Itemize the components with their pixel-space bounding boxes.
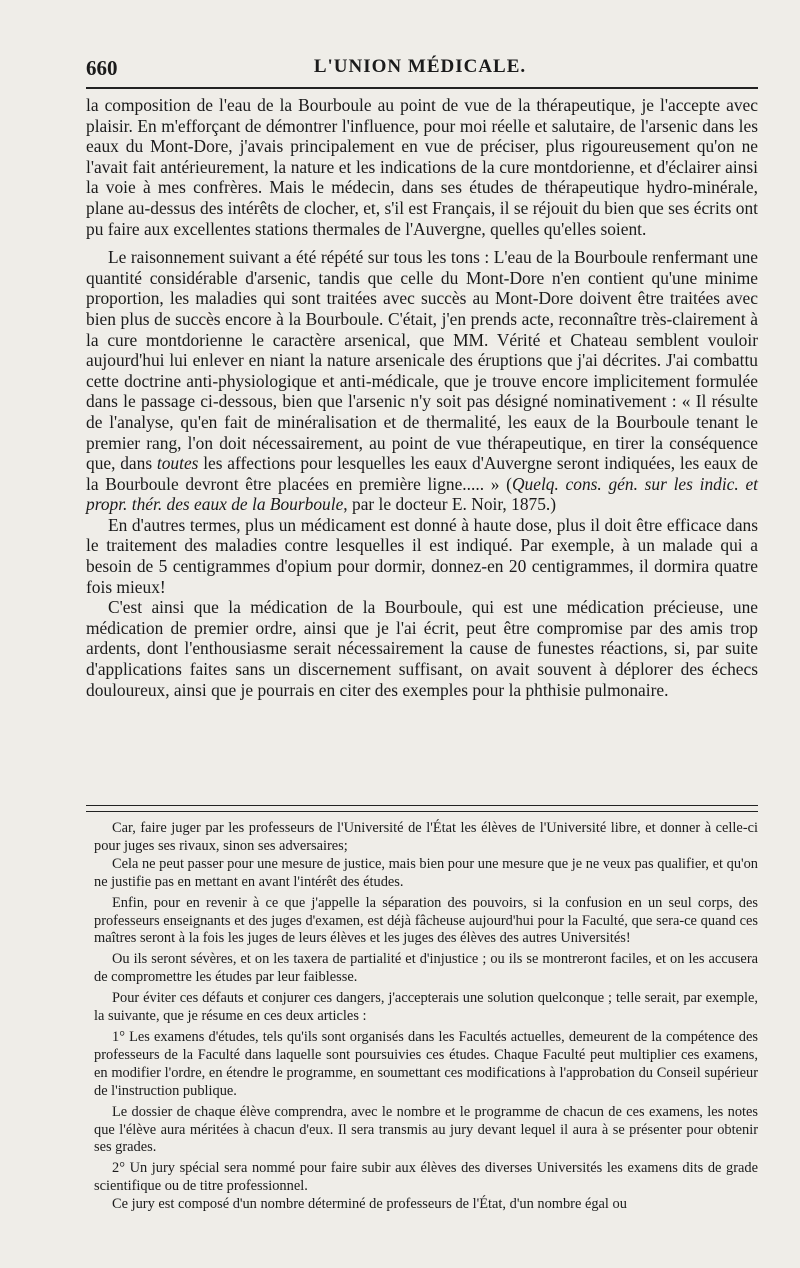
citation: Quelq. cons. gén. sur les indic. et propr. thér. des eaux de la Bourboule bbox=[86, 473, 759, 515]
paragraph-4: C'est ainsi que la médication de la Bourboule, qui est une médication précieuse, une médication de premier ordre, ainsi que je l'ai écrit, peut être compromise par des amis trop ardents, dont l'enthousiasme serait nécessairement la cause de funestes réactions, si, par suite d'applications faites sans un discernement suffisant, on avait souvent à déplorer des échecs douloureux, ainsi que je pourrais en citer des exemples pour la phthisie pulmonaire. bbox=[86, 597, 758, 700]
feuilleton-paragraph: Ou ils seront sévères, et on les taxera de partialité et d'injustice ; ou ils se montreront faciles, et on les accusera de compromettre les études par leur faiblesse. bbox=[94, 951, 758, 986]
page-header bbox=[86, 54, 754, 82]
paragraph-3: En d'autres termes, plus un médicament est donné à haute dose, plus il doit être efficace dans le traitement des maladies contre lesquelles il est indiqué. Par exemple, à un malade qui a besoin de 5 centigrammes d'opium pour dormir, donnez-en 20 centigrammes, il dormira quatre fois mieux! bbox=[86, 514, 758, 597]
page-number: 660 bbox=[86, 56, 118, 80]
feuilleton-paragraph: Pour éviter ces défauts et conjurer ces dangers, j'accepterais une solution quelconque ; telle serait, par exemple, la suivante, que je résume en ces deux articles : bbox=[94, 990, 758, 1025]
main-article bbox=[86, 95, 758, 700]
feuilleton-rule-bottom bbox=[86, 811, 758, 812]
paragraph-1: la composition de l'eau de la Bourboule au point de vue de la thérapeutique, je l'accepte avec plaisir. En m'efforçant de démontrer l'influence, pour moi réelle et salutaire, de l'arsenic dans les eaux du Mont-Dore, j'avais principalement en vue de préciser, plus rigoureusement qu'on ne l'avait fait antérieurement, la nature et les indications de la cure montdorienne, et d'éclairer ainsi la voie à mes confrères. Mais le médecin, dans ses études de thérapeutique hydro-minérale, plane au-dessus des intérêts de clocher, et, s'il est Français, il se réjouit du bien que ses écrits ont pu faire aux excellentes stations thermales de l'Auvergne, quelles qu'elles soient. bbox=[86, 95, 758, 239]
feuilleton-paragraph: 2° Un jury spécial sera nommé pour faire subir aux élèves des diverses Universités les examens dits de grade scientifique ou de titre professionnel. bbox=[94, 1160, 758, 1195]
feuilleton-paragraph: Car, faire juger par les professeurs de l'Université de l'État les élèves de l'Université libre, et donner à celle-ci pour juges ses rivaux, sinon ses adversaires; bbox=[94, 820, 758, 854]
header-rule bbox=[86, 87, 758, 89]
feuilleton-paragraph: Ce jury est composé d'un nombre déterminé de professeurs de l'État, d'un nombre égal ou bbox=[112, 1196, 627, 1213]
feuilleton-paragraph: Enfin, pour en revenir à ce que j'appelle la séparation des pouvoirs, si la confusion en un seul corps, des professeurs enseignants et des juges d'examen, est déjà fâcheuse aujourd'hui pour la Faculté, que sera-ce quand ces maîtres seront à la fois les juges de leurs élèves et les juges des élèves des autres Universités! bbox=[94, 894, 758, 947]
feuilleton bbox=[94, 820, 758, 1214]
journal-title: L'UNION MÉDICALE. bbox=[313, 56, 527, 77]
paragraph-2: Le raisonnement suivant a été répété sur tous les tons : L'eau de la Bourboule renfermant une quantité considérable d'arsenic, tandis que celle du Mont-Dore n'en contient qu'une minime proportion, les maladies qui sont traitées avec succès au Mont-Dore doivent être traitées avec bien plus de succès encore à la Bourboule. C'était, j'en prends acte, reconnaître très-clairement à la cure montdorienne le caractère arsenical, que MM. Vérité et Chateau semblent vouloir aujourd'hui lui enlever en niant la nature arsenicale des éruptions que j'ai décrites. J'ai combattu cette doctrine anti-physiologique et anti-médicale, que je trouve encore implicitement formulée dans le passage ci-dessous, bien que l'arsenic n'y soit pas désigné nominativement : « Il résulte de l'analyse, qu'en fait de minéralisation et de thermalité, les eaux de la Bourboule tenant le premier rang, l'on doit nécessairement, au point de vue thérapeutique, en tirer la conséquence que, dans toutes les affections pour lesquelles les eaux d'Auvergne seront indiquées, les eaux de la Bourboule devront être placées en première ligne..... » (Quelq. cons. gén. sur les indic. et propr. thér. des eaux de la Bourboule, par le docteur E. Noir, 1875.) bbox=[86, 247, 759, 515]
feuilleton-paragraph: Le dossier de chaque élève comprendra, avec le nombre et le programme de chacun de ces examens, les notes que l'élève aura méritées à chacun d'eux. Il sera transmis au jury devant lequel il aura à se présenter pour obtenir ses grades. bbox=[94, 1103, 758, 1156]
feuilleton-paragraph: Cela ne peut passer pour une mesure de justice, mais bien pour une mesure que je ne veux pas qualifier, et qu'on ne justifie pas en mettant en avant l'intérêt des études. bbox=[94, 855, 758, 890]
feuilleton-rule-top bbox=[86, 805, 758, 806]
feuilleton-paragraph: 1° Les examens d'études, tels qu'ils sont organisés dans les Facultés actuelles, demeurent de la compétence des professeurs de la Faculté dans laquelle sont poursuivies ces études. Chaque Faculté peut multiplier ces examens, en modifier l'ordre, en étendre le programme, en soumettant ces modifications à l'approbation du Conseil supérieur de l'instruction publique. bbox=[94, 1028, 758, 1099]
